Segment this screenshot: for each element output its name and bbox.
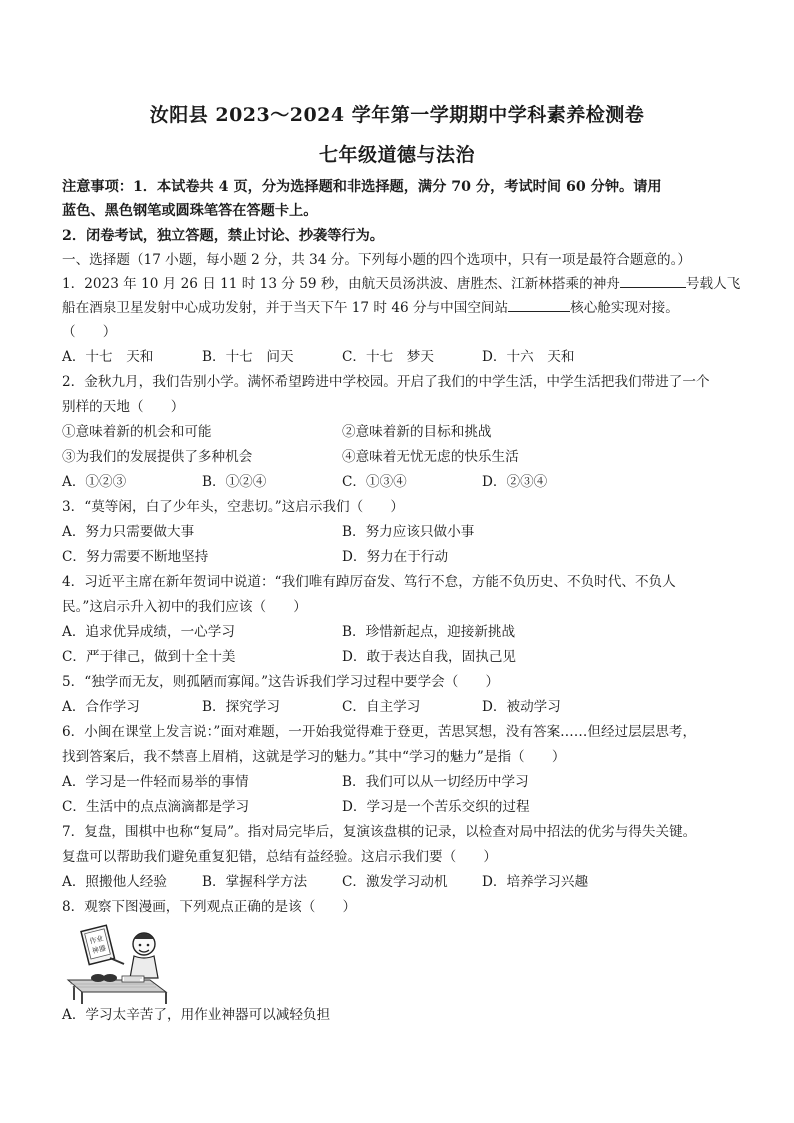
comic-sign-text-1: 作业 <box>88 934 105 946</box>
q1-option-c: C．十七 梦天 <box>342 349 434 365</box>
question-6-stem-line1: 6．小闽在课堂上发言说：”面对难题，一开始我觉得难于登更，苦思冥想，没有答案……但经过层层思考， <box>62 724 697 740</box>
q3-option-d: D．努力在于行动 <box>342 549 449 565</box>
question-4-stem-line1: 4．习近平主席在新年贺词中说道：“我们唯有踔厉奋发、笃行不怠，方能不负历史、不负时代、不负人 <box>62 574 676 590</box>
q2-item-4: ④意味着无忧无虑的快乐生活 <box>342 449 519 465</box>
q3-option-a: A．努力只需要做大事 <box>62 524 195 540</box>
comic-sign-text-2: 神器 <box>91 944 107 956</box>
q1-option-d: D．十六 天和 <box>482 349 575 365</box>
question-5-stem: 5．“独学而无友，则孤陋而寡闻。”这告诉我们学习过程中要学会（ ） <box>62 674 500 690</box>
q7-option-c: C．激发学习动机 <box>342 874 448 890</box>
question-1-stem-line1 <box>62 275 742 293</box>
q3-option-c: C．努力需要不断地坚持 <box>62 549 209 565</box>
q1-option-b: B．十七 问天 <box>202 349 294 365</box>
q6-option-b: B．我们可以从一切经历中学习 <box>342 774 529 790</box>
q2-option-c: C．①③④ <box>342 474 407 490</box>
answer-blank <box>508 299 570 312</box>
question-2-stem-line2: 别样的天地（ ） <box>62 399 185 415</box>
q5-option-d: D．被动学习 <box>482 699 561 715</box>
q1-option-a: A．十七 天和 <box>62 349 154 365</box>
section-heading: 一、选择题（17 小题，每小题 2 分，共 34 分。下列每小题的四个选项中，只有一项是最符合题意的。） <box>62 252 691 268</box>
q2-option-a: A．①②③ <box>62 474 127 490</box>
exam-title: 汝阳县 2023～2024 学年第一学期期中学科素养检测卷 <box>149 104 645 126</box>
q7-option-a: A．照搬他人经验 <box>62 874 167 890</box>
q5-option-a: A．合作学习 <box>62 699 140 715</box>
question-1-text-a: 1．2023 年 10 月 26 日 11 时 13 分 59 秒，由航天员汤洪波、唐胜杰、江新林搭乘的神舟 <box>62 276 620 292</box>
question-1-text-b: 号载人飞 <box>685 276 741 292</box>
q5-option-b: B．探究学习 <box>202 699 280 715</box>
q2-item-1: ①意味着新的机会和可能 <box>62 424 212 440</box>
q2-option-d: D．②③④ <box>482 474 548 490</box>
q3-option-b: B．努力应该只做小事 <box>342 524 475 540</box>
question-1-stem-line2 <box>62 299 742 317</box>
q4-option-d: D．敢于表达自我，固执己见 <box>342 649 517 665</box>
q7-option-b: B．掌握科学方法 <box>202 874 308 890</box>
question-8-stem: 8．观察下图漫画，下列观点正确的是该（ ） <box>62 899 357 915</box>
q2-option-b: B．①②④ <box>202 474 267 490</box>
question-1-text-c: 船在酒泉卫星发射中心成功发射，并于当天下午 17 时 46 分与中国空间站 <box>62 300 509 316</box>
q8-option-a: A．学习太辛苦了，用作业神器可以减轻负担 <box>62 1007 331 1023</box>
answer-blank <box>620 275 686 288</box>
notice-line-1: 注意事项：1．本试卷共 4 页，分为选择题和非选择题，满分 70 分，考试时间 60 分钟。请用 <box>62 179 662 195</box>
q4-option-b: B．珍惜新起点，迎接新挑战 <box>342 624 516 640</box>
q5-option-c: C．自主学习 <box>342 699 421 715</box>
q2-item-3: ③为我们的发展提供了多种机会 <box>62 449 253 465</box>
question-1-text-d: 核心舱实现对接。 <box>570 300 679 316</box>
question-6-stem-line2: 找到答案后，我不禁喜上眉梢，这就是学习的魅力。”其中“学习的魅力”是指（ ） <box>62 749 566 765</box>
notice-line-2: 蓝色、黑色钢笔或圆珠笔答在答题卡上。 <box>62 203 318 219</box>
question-1-paren: （ ） <box>62 324 117 340</box>
q6-option-a: A．学习是一件轻而易举的事情 <box>62 774 249 790</box>
notice-line-3: 2．闭卷考试，独立答题，禁止讨论、抄袭等行为。 <box>62 228 384 244</box>
q6-option-d: D．学习是一个苦乐交织的过程 <box>342 799 530 815</box>
exam-subtitle: 七年级道德与法治 <box>318 144 475 166</box>
question-7-stem-line1: 7．复盘，围棋中也称“复局”。指对局完毕后，复演该盘棋的记录，以检查对局中招法的优劣与得失关键。 <box>62 824 697 840</box>
q6-option-c: C．生活中的点点滴滴都是学习 <box>62 799 250 815</box>
q4-option-a: A．追求优异成绩，一心学习 <box>62 624 235 640</box>
question-2-stem-line1: 2．金秋九月，我们告别小学。满怀希望跨进中学校园。开启了我们的中学生活，中学生活把我们带进了一个 <box>62 374 710 390</box>
q4-option-c: C．严于律己，做到十全十美 <box>62 649 236 665</box>
q7-option-d: D．培养学习兴趣 <box>482 874 589 890</box>
question-4-stem-line2: 民。”这启示升入初中的我们应该（ ） <box>62 599 307 615</box>
question-7-stem-line2: 复盘可以帮助我们避免重复犯错，总结有益经验。这启示我们要（ ） <box>62 849 497 865</box>
question-3-stem: 3．“莫等闲，白了少年头，空悲切。”这启示我们（ ） <box>62 499 404 515</box>
q2-item-2: ②意味着新的目标和挑战 <box>342 424 492 440</box>
cartoon-illustration <box>64 920 176 1006</box>
